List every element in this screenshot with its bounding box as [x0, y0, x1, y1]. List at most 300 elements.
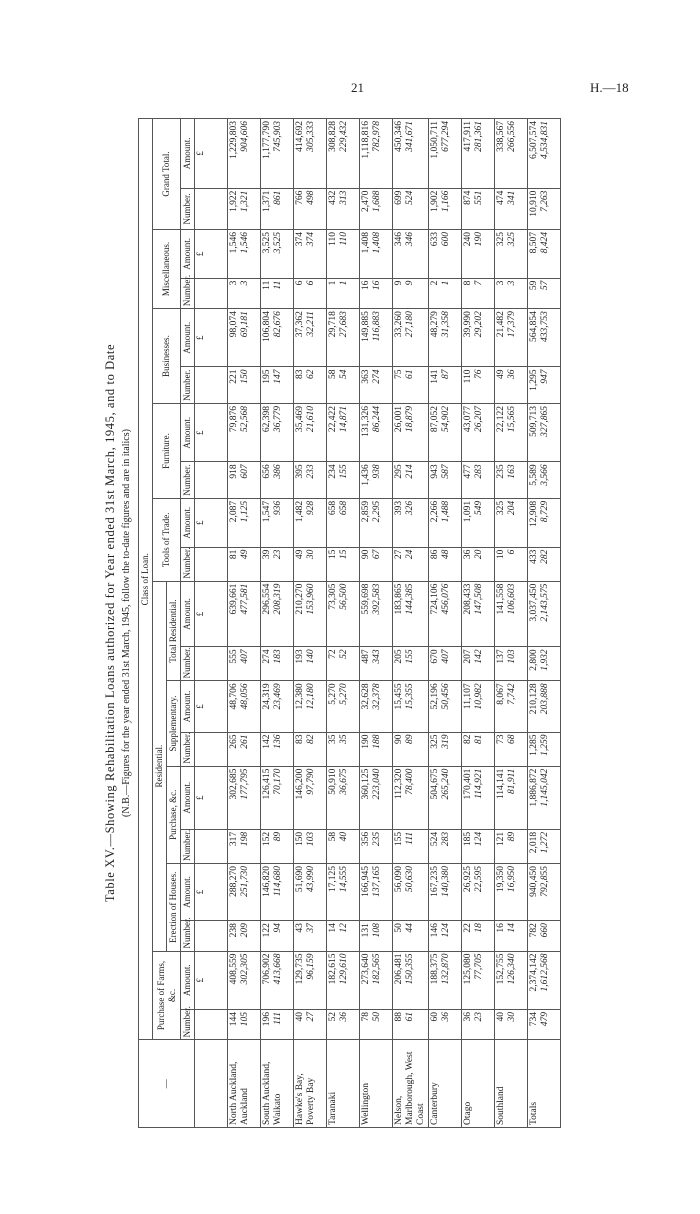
year-value: 24 — [405, 549, 415, 560]
to-date-value: 37,362 — [295, 311, 305, 338]
to-date-value: 338,567 — [496, 121, 506, 152]
year-value: 27,683 — [339, 311, 349, 338]
to-date-value: 152,755 — [496, 953, 506, 985]
to-date-value: 1,902 — [430, 190, 440, 212]
year-value: 392,583 — [372, 583, 382, 615]
data-cell — [495, 732, 528, 766]
grand-total-header: Grand Total. — [153, 119, 181, 230]
data-cell — [462, 766, 495, 829]
data-cell — [495, 581, 528, 647]
year-value: 936 — [273, 500, 283, 516]
year-value: 36,675 — [339, 768, 349, 795]
year-value: 44 — [405, 923, 415, 933]
data-cell — [294, 829, 327, 863]
to-date-value: 15 — [328, 549, 338, 560]
table-row — [261, 119, 294, 1128]
year-value: 947 — [540, 369, 550, 384]
year-value: 229,432 — [339, 121, 349, 152]
data-cell — [228, 230, 261, 279]
loans-table — [138, 118, 561, 1128]
to-date-value: 658 — [328, 500, 338, 516]
to-date-value: 706,902 — [262, 953, 272, 985]
to-date-value: 210,128 — [529, 683, 539, 715]
year-value: 29,202 — [474, 311, 484, 338]
year-value: 782,978 — [372, 121, 382, 152]
data-cell — [360, 367, 393, 404]
data-cell — [429, 119, 462, 189]
unit-cell — [195, 1009, 228, 1039]
year-value: 456,076 — [441, 583, 451, 615]
number-column-header: Number. — [181, 188, 195, 229]
data-cell — [528, 404, 561, 462]
data-cell — [327, 404, 360, 462]
to-date-value: 33,260 — [394, 311, 404, 338]
year-value: 17,379 — [507, 311, 517, 338]
data-cell — [261, 1009, 294, 1039]
year-value: 35 — [339, 734, 349, 745]
data-cell — [528, 681, 561, 732]
year-value: 40 — [339, 831, 349, 842]
to-date-value: 317 — [229, 831, 239, 847]
to-date-value: 208,433 — [463, 583, 473, 615]
data-cell — [360, 462, 393, 499]
number-column-header: Number. — [181, 462, 195, 499]
to-date-value: 639,661 — [229, 583, 239, 615]
data-cell — [462, 829, 495, 863]
data-cell — [528, 188, 561, 229]
year-value: 660 — [540, 923, 550, 938]
to-date-value: 39,990 — [463, 311, 473, 338]
data-cell — [327, 230, 360, 279]
to-date-value: 3 — [496, 280, 506, 286]
year-value: 89 — [405, 734, 415, 745]
number-column-header: Number. — [181, 547, 195, 581]
year-value: 50 — [372, 1011, 382, 1022]
data-cell — [261, 278, 294, 308]
data-cell — [528, 863, 561, 920]
to-date-value: 9 — [394, 280, 404, 286]
to-date-value: 79,876 — [229, 406, 239, 433]
to-date-value: 265 — [229, 734, 239, 749]
to-date-value: 1,118,816 — [361, 121, 371, 159]
amount-column-header: Amount. — [181, 581, 195, 647]
data-cell — [261, 547, 294, 581]
year-value: 233 — [306, 464, 316, 479]
data-cell — [495, 498, 528, 547]
year-value: 587 — [441, 464, 451, 479]
data-cell — [393, 681, 429, 732]
data-cell — [495, 1009, 528, 1039]
data-cell — [294, 1009, 327, 1039]
year-value: 27 — [306, 1011, 316, 1022]
to-date-value: 106,804 — [262, 311, 272, 342]
data-cell — [327, 367, 360, 404]
table-row — [462, 119, 495, 1128]
year-value: 20 — [474, 549, 484, 560]
to-date-value: 509,713 — [529, 406, 539, 437]
year-value: 21,610 — [306, 406, 316, 433]
year-value: 150,355 — [405, 953, 415, 985]
data-cell — [393, 732, 429, 766]
year-value: 235 — [372, 831, 382, 847]
to-date-value: 11,107 — [463, 683, 473, 710]
year-value: 96,159 — [306, 953, 316, 980]
year-value: 208,319 — [273, 583, 283, 615]
to-date-value: 40 — [295, 1011, 305, 1022]
year-value: 4,534,831 — [540, 121, 550, 159]
to-date-value: 288,270 — [229, 865, 239, 897]
to-date-value: 58 — [328, 831, 338, 842]
to-date-value: 1,091 — [463, 500, 473, 523]
year-value: 48 — [441, 549, 451, 560]
data-cell — [360, 581, 393, 647]
data-cell — [429, 951, 462, 1009]
year-value: 86,244 — [372, 406, 382, 433]
year-value: 16,950 — [507, 865, 517, 893]
rotated-table-container — [103, 118, 585, 1128]
to-date-value: 1,050,711 — [430, 121, 440, 159]
year-value: 30 — [507, 1011, 517, 1022]
year-value: 198 — [240, 831, 250, 847]
to-date-value: 35,469 — [295, 406, 305, 433]
data-cell — [393, 230, 429, 279]
year-value: 1,145,042 — [540, 768, 550, 807]
data-cell — [429, 921, 462, 951]
year-value: 209 — [240, 923, 250, 938]
amount-column-header: Amount. — [181, 951, 195, 1009]
year-value: 1,272 — [540, 831, 550, 854]
data-cell — [360, 951, 393, 1009]
year-value: 155 — [339, 464, 349, 479]
data-cell — [261, 309, 294, 367]
year-value: 147 — [273, 369, 283, 384]
to-date-value: 2,470 — [361, 190, 371, 212]
to-date-value: 2,087 — [229, 500, 239, 523]
data-cell — [462, 230, 495, 279]
year-value: 163 — [507, 464, 517, 479]
year-value: 54,902 — [441, 406, 451, 433]
to-date-value: 183,865 — [394, 583, 404, 615]
year-value: 62 — [306, 369, 316, 379]
data-cell — [429, 498, 462, 547]
data-cell — [228, 367, 261, 404]
year-value: 22,595 — [474, 865, 484, 893]
to-date-value: 185 — [463, 831, 473, 847]
year-value: 142 — [474, 649, 484, 664]
data-cell — [228, 404, 261, 462]
amount-column-header: Amount. — [181, 230, 195, 279]
year-value: 549 — [474, 500, 484, 516]
year-value: 140 — [306, 649, 316, 664]
to-date-value: 39 — [262, 549, 272, 560]
data-cell — [393, 829, 429, 863]
data-cell — [327, 681, 360, 732]
year-value: 1,166 — [441, 190, 451, 212]
data-cell — [228, 766, 261, 829]
year-value: 326 — [405, 500, 415, 516]
data-cell — [462, 188, 495, 229]
to-date-value: 48,279 — [430, 311, 440, 338]
unit-cell — [195, 921, 228, 951]
data-cell — [462, 404, 495, 462]
data-cell — [462, 278, 495, 308]
year-value: 76 — [474, 369, 484, 379]
year-value: 14,871 — [339, 406, 349, 433]
data-cell — [360, 863, 393, 920]
data-cell — [495, 863, 528, 920]
to-date-value: 432 — [328, 190, 338, 205]
year-value: 48,056 — [240, 683, 250, 710]
year-value: 105 — [240, 1011, 250, 1027]
year-value: 87 — [441, 369, 451, 379]
district-header: — — [139, 1040, 195, 1128]
to-date-value: 1,408 — [361, 232, 371, 254]
to-date-value: 3,525 — [262, 232, 272, 254]
data-cell — [228, 309, 261, 367]
to-date-value: 16 — [496, 923, 506, 933]
data-cell — [528, 278, 561, 308]
year-value: 325 — [507, 232, 517, 247]
to-date-value: 325 — [496, 500, 506, 516]
year-value: 12 — [339, 923, 349, 933]
year-value: 124 — [441, 923, 451, 938]
year-value: 433,753 — [540, 311, 550, 342]
year-value: 8,424 — [540, 232, 550, 254]
to-date-value: 35 — [328, 734, 338, 745]
to-date-value: 182,615 — [328, 953, 338, 985]
amount-column-header: Amount. — [181, 766, 195, 829]
year-value: 658 — [339, 500, 349, 516]
unit-cell — [195, 278, 228, 308]
data-cell — [228, 951, 261, 1009]
data-cell — [228, 732, 261, 766]
to-date-value: 83 — [295, 369, 305, 379]
to-date-value: 296,554 — [262, 583, 272, 615]
year-value: 129,610 — [339, 953, 349, 985]
to-date-value: 27 — [394, 549, 404, 560]
to-date-value: 15,455 — [394, 683, 404, 710]
to-date-value: 487 — [361, 649, 371, 664]
year-value: 16 — [372, 280, 382, 291]
data-cell — [429, 647, 462, 681]
data-cell — [294, 647, 327, 681]
to-date-value: 131 — [361, 923, 371, 938]
data-cell — [393, 863, 429, 920]
data-cell — [294, 921, 327, 951]
year-value: 904,606 — [240, 121, 250, 152]
to-date-value: 112,320 — [394, 768, 404, 800]
to-date-value: 22 — [463, 923, 473, 933]
data-cell — [294, 498, 327, 547]
data-cell — [294, 367, 327, 404]
to-date-value: 146,200 — [295, 768, 305, 800]
year-value: 265,240 — [441, 768, 451, 800]
to-date-value: 26,001 — [394, 406, 404, 433]
data-cell — [495, 647, 528, 681]
year-value: 144,385 — [405, 583, 415, 615]
table-row — [429, 119, 462, 1128]
number-column-header: Number. — [181, 647, 195, 681]
year-value: 77,705 — [474, 953, 484, 980]
year-value: 1,125 — [240, 500, 250, 523]
data-cell — [261, 863, 294, 920]
year-value: 56,500 — [339, 583, 349, 610]
to-date-value: 150 — [295, 831, 305, 847]
district-label: Canterbury — [429, 1040, 462, 1128]
data-cell — [261, 119, 294, 189]
year-value: 283 — [474, 464, 484, 479]
year-value: 36 — [339, 1011, 349, 1022]
to-date-value: 2,374,142 — [529, 953, 539, 992]
year-value: 136 — [273, 734, 283, 749]
data-cell — [228, 581, 261, 647]
to-date-value: 633 — [430, 232, 440, 247]
data-cell — [327, 547, 360, 581]
year-value: 551 — [474, 190, 484, 205]
data-cell — [261, 647, 294, 681]
year-value: 89 — [507, 831, 517, 842]
to-date-value: 73,305 — [328, 583, 338, 610]
to-date-value: 3 — [229, 280, 239, 286]
year-value: 89 — [273, 831, 283, 842]
data-cell — [261, 766, 294, 829]
data-cell — [495, 951, 528, 1009]
data-cell — [462, 681, 495, 732]
erection-header: Erection of Houses. — [167, 863, 181, 951]
data-cell — [261, 951, 294, 1009]
to-date-value: 699 — [394, 190, 404, 205]
year-value: 1,408 — [372, 232, 382, 254]
data-cell — [429, 309, 462, 367]
to-date-value: 5,589 — [529, 464, 539, 486]
data-cell — [327, 951, 360, 1009]
table-note: (N.B.—Figures for the year ended 31st March, 1945, follow the to-date figures and are in italics) — [121, 429, 132, 817]
to-date-value: 417,911 — [463, 121, 473, 152]
year-value: 78,400 — [405, 768, 415, 795]
to-date-value: 19,350 — [496, 865, 506, 893]
data-cell — [495, 309, 528, 367]
data-cell — [528, 1009, 561, 1039]
to-date-value: 940,450 — [529, 865, 539, 897]
year-value: 50,456 — [441, 683, 451, 710]
to-date-value: 73 — [496, 734, 506, 745]
data-cell — [393, 766, 429, 829]
to-date-value: 393 — [394, 500, 404, 516]
district-label: Totals — [528, 1040, 561, 1128]
amount-column-header: Amount. — [181, 309, 195, 367]
year-value: 67 — [372, 549, 382, 560]
data-cell — [462, 951, 495, 1009]
year-value: 261 — [240, 734, 250, 749]
to-date-value: 43,077 — [463, 406, 473, 433]
year-value: 223,040 — [372, 768, 382, 800]
year-value: 82,676 — [273, 311, 283, 338]
to-date-value: 110 — [463, 369, 473, 384]
year-value: 116,883 — [372, 311, 382, 342]
year-value: 18,879 — [405, 406, 415, 433]
data-cell — [228, 1009, 261, 1039]
to-date-value: 82 — [463, 734, 473, 745]
to-date-value: 1,436 — [361, 464, 371, 486]
amount-column-header: Amount. — [181, 681, 195, 732]
data-cell — [294, 863, 327, 920]
year-value: 106,603 — [507, 583, 517, 615]
data-cell — [462, 498, 495, 547]
year-value: 283 — [441, 831, 451, 847]
year-value: 677,294 — [441, 121, 451, 152]
currency-symbol: £ — [195, 119, 228, 189]
year-value: 15 — [339, 549, 349, 560]
year-value: 274 — [372, 369, 382, 384]
to-date-value: 196 — [262, 1011, 272, 1027]
year-value: 251,730 — [240, 865, 250, 897]
to-date-value: 374 — [295, 232, 305, 247]
class-of-loan-header: Class of Loan. — [139, 119, 153, 1040]
amount-column-header: Amount. — [181, 498, 195, 547]
to-date-value: 1,285 — [529, 734, 539, 756]
to-date-value: 504,675 — [430, 768, 440, 800]
year-value: 386 — [273, 464, 283, 479]
data-cell — [495, 188, 528, 229]
unit-cell — [195, 732, 228, 766]
year-value: 413,668 — [273, 953, 283, 985]
data-cell — [327, 188, 360, 229]
to-date-value: 49 — [295, 549, 305, 560]
data-cell — [393, 309, 429, 367]
to-date-value: 3,037,450 — [529, 583, 539, 622]
to-date-value: 50 — [394, 923, 404, 933]
to-date-value: 146 — [430, 923, 440, 938]
data-cell — [261, 367, 294, 404]
to-date-value: 152 — [262, 831, 272, 847]
to-date-value: 22,122 — [496, 406, 506, 433]
to-date-value: 221 — [229, 369, 239, 384]
data-cell — [327, 581, 360, 647]
to-date-value: 8,067 — [496, 683, 506, 705]
year-value: 14 — [507, 923, 517, 933]
year-value: 319 — [441, 734, 451, 749]
data-cell — [327, 498, 360, 547]
year-value: 3,566 — [540, 464, 550, 486]
year-value: 177,795 — [240, 768, 250, 800]
to-date-value: 114,141 — [496, 768, 506, 800]
data-cell — [495, 119, 528, 189]
to-date-value: 52 — [328, 1011, 338, 1022]
year-value: 282 — [540, 549, 550, 564]
year-value: 126,340 — [507, 953, 517, 985]
year-value: 137,165 — [372, 865, 382, 897]
data-cell — [393, 367, 429, 404]
currency-symbol: £ — [195, 581, 228, 647]
year-value: 81 — [474, 734, 484, 745]
data-cell — [429, 278, 462, 308]
to-date-value: 6 — [295, 280, 305, 286]
data-cell — [261, 462, 294, 499]
year-value: 147,508 — [474, 583, 484, 615]
page-reference: H.—18 — [590, 80, 629, 95]
data-cell — [429, 829, 462, 863]
data-cell — [294, 309, 327, 367]
currency-symbol: £ — [195, 766, 228, 829]
data-cell — [360, 404, 393, 462]
misc-header: Miscellaneous. — [153, 230, 181, 309]
data-cell — [495, 462, 528, 499]
data-cell — [528, 766, 561, 829]
to-date-value: 360,125 — [361, 768, 371, 800]
data-cell — [261, 681, 294, 732]
year-value: 305,333 — [306, 121, 316, 152]
year-value: 23 — [273, 549, 283, 560]
